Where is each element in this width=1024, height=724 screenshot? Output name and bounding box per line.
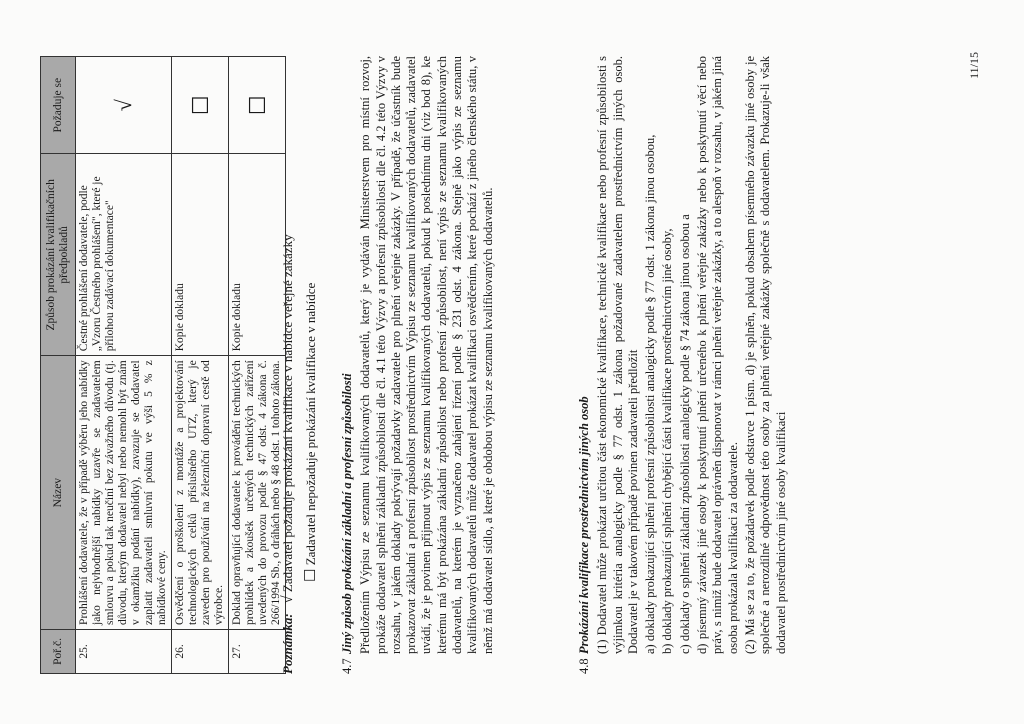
qualification-table [40, 56, 286, 674]
header-name: Název [41, 356, 76, 630]
header-order-number: Poř.č. [41, 629, 76, 673]
list-item-d: d) písemný závazek jiné osoby k poskytnutí plnění určeného k plnění veřejné zakázky nebo k poskytnutí věcí nebo práv, s nimiž bude dodavatel oprávněn disponovat v rámci plnění veřejné zakázky, a to alespoň v rozsahu, v jakém jiná osoba prokázala kvalifikaci za dodavatele. [695, 56, 740, 654]
section-4-8 [577, 56, 791, 674]
section-title: Prokázání kvalifikace prostřednictvím jiných osob [577, 396, 591, 654]
section-number: 4.8 [577, 658, 591, 674]
section-4-7 [340, 56, 498, 674]
section-paragraph: Předložením Výpisu ze seznamu kvalifikovaných dodavatelů, který je vydáván Ministerstvem pro místní rozvoj, prokáže dodavatel splnění základní způsobilosti dle čl. 4.1 této Výzvy a profesní způsobilosti dle čl. 4.2 této Výzvy v rozsahu, v jakém doklady pokrývají požadavky zadavatele pro plnění veřejné zakázky. V případě, že účastník bude prokazovat základní a profesní způsobilost prostřednictvím Výpisu ze seznamu kvalifikovaných dodavatelů, zadavatel uvádí, že je povinen přijmout výpis ze seznamu kvalifikovaných dodavatelů, pokud k poslednímu dni (viz bod 8), ke kterému má být prokázána základní způsobilost nebo profesní způsobilost, není výpis ze seznamu kvalifikovaných dodavatelů, na kterém je vyznačeno zahájení řízení podle § 231 odst. 4 zákona. Stejně jako výpis ze seznamu kvalifikovaných dodavatelů může dodavatel prokázat kvalifikaci osvědčením, které pochází z jiného členského státu, v němž má dodavatel sídlo, a které je obdobou výpisu ze seznamu kvalifikovaných dodavatelů. [358, 56, 495, 654]
header-required: Požaduje se [41, 57, 76, 154]
row-number: 25. [76, 629, 172, 673]
table-header-row [41, 57, 76, 674]
row-name: Osvědčení o proškolení z montáže a projektování technologických celků příslušného UTZ, který je zaveden pro používání na železniční dopravní cestě od výrobce. [172, 356, 229, 630]
header-method: Způsob prokázání kvalifikačních předpokladů [41, 154, 76, 356]
row-method: Čestné prohlášení dodavatele, podle „Vzoru Čestného prohlášení", které je přílohou zadávací dokumentace" [76, 154, 172, 356]
row-required-mark: √ [76, 57, 172, 154]
rotated-document-content [12, 22, 1012, 702]
note-option-required: Zadavatel požaduje prokázání kvalifikace v nabídce veřejné zakázky [280, 234, 295, 593]
section-title: Jiný způsob prokázání základní a profesní způsobilosti [340, 373, 354, 654]
note [280, 234, 320, 674]
paragraph-2: (2) Má se za to, že požadavek podle odstavce 1 písm. d) je splněn, pokud obsahem písemného závazku jiné osoby je společné a nerozdílné odpovědnost této osoby za plnění veřejné zakázky společně s dodavatelem. Prokazuje-li však dodavatel prostřednictvím jiné osoby kvalifikaci [742, 56, 788, 654]
table-row [76, 57, 172, 674]
list-item-c: c) doklady o splnění základní způsobilosti analogicky podle § 74 zákona jinou osobou a [677, 214, 692, 654]
table-row [229, 57, 286, 674]
list-item-a: a) doklady prokazující splnění profesní způsobilosti analogicky podle § 77 odst. 1 zákona jinou osobou, [643, 134, 658, 654]
row-number: 27. [229, 629, 286, 673]
row-number: 26. [172, 629, 229, 673]
row-name: Prohlášení dodavatele, že v případě výběru jeho nabídky jako nejvhodnější nabídky uzavře se zadavatelem smlouvu a pokud tak neučiní bez závažného důvodu (tj. důvodu, kterým dodavatel nebyl nebo nemohl být znám v okamžiku podání nabídky), zavazuje se dodavatel zaplatit zadavateli smluvní pokutu ve výši 5 % z nabídkové ceny. [76, 356, 172, 630]
section-number: 4.7 [340, 658, 354, 674]
row-name: Doklad opravňující dodavatele k provádění technických prohlídek a zkoušek určených technických zařízení uvedených do provozu podle § 47 odst. 4 zákona č. 266/1994 Sb., o dráhách nebo § 48 odst. 1 tohoto zákona. [229, 356, 286, 630]
paragraph-1: (1) Dodavatel může prokázat určitou část ekonomické kvalifikace, technické kvalifikace nebo profesní způsobilosti s výjimkou kritéria analogicky podle § 77 odst. 1 zákona požadované zadavatelem prostřednictvím jiných osob. Dodavatel je v takovém případě povinen zadavateli předložit [595, 56, 640, 654]
row-required-checkbox: ☐ [229, 57, 286, 154]
row-method: Kopie dokladu [172, 154, 229, 356]
list-item-b: b) doklady prokazující splnění chybějící části kvalifikace prostřednictvím jiné osoby, [660, 228, 675, 654]
check-mark-icon: √ [280, 595, 296, 604]
checkbox-icon: ☐ [303, 568, 319, 582]
row-required-checkbox: ☐ [172, 57, 229, 154]
page-number: 11/15 [967, 52, 981, 79]
table-row [172, 57, 229, 674]
note-label: Poznámka: [280, 613, 295, 674]
note-option-not-required: Zadavatel nepožaduje prokázání kvalifikace v nabídce [303, 282, 318, 566]
row-method: Kopie dokladu [229, 154, 286, 356]
